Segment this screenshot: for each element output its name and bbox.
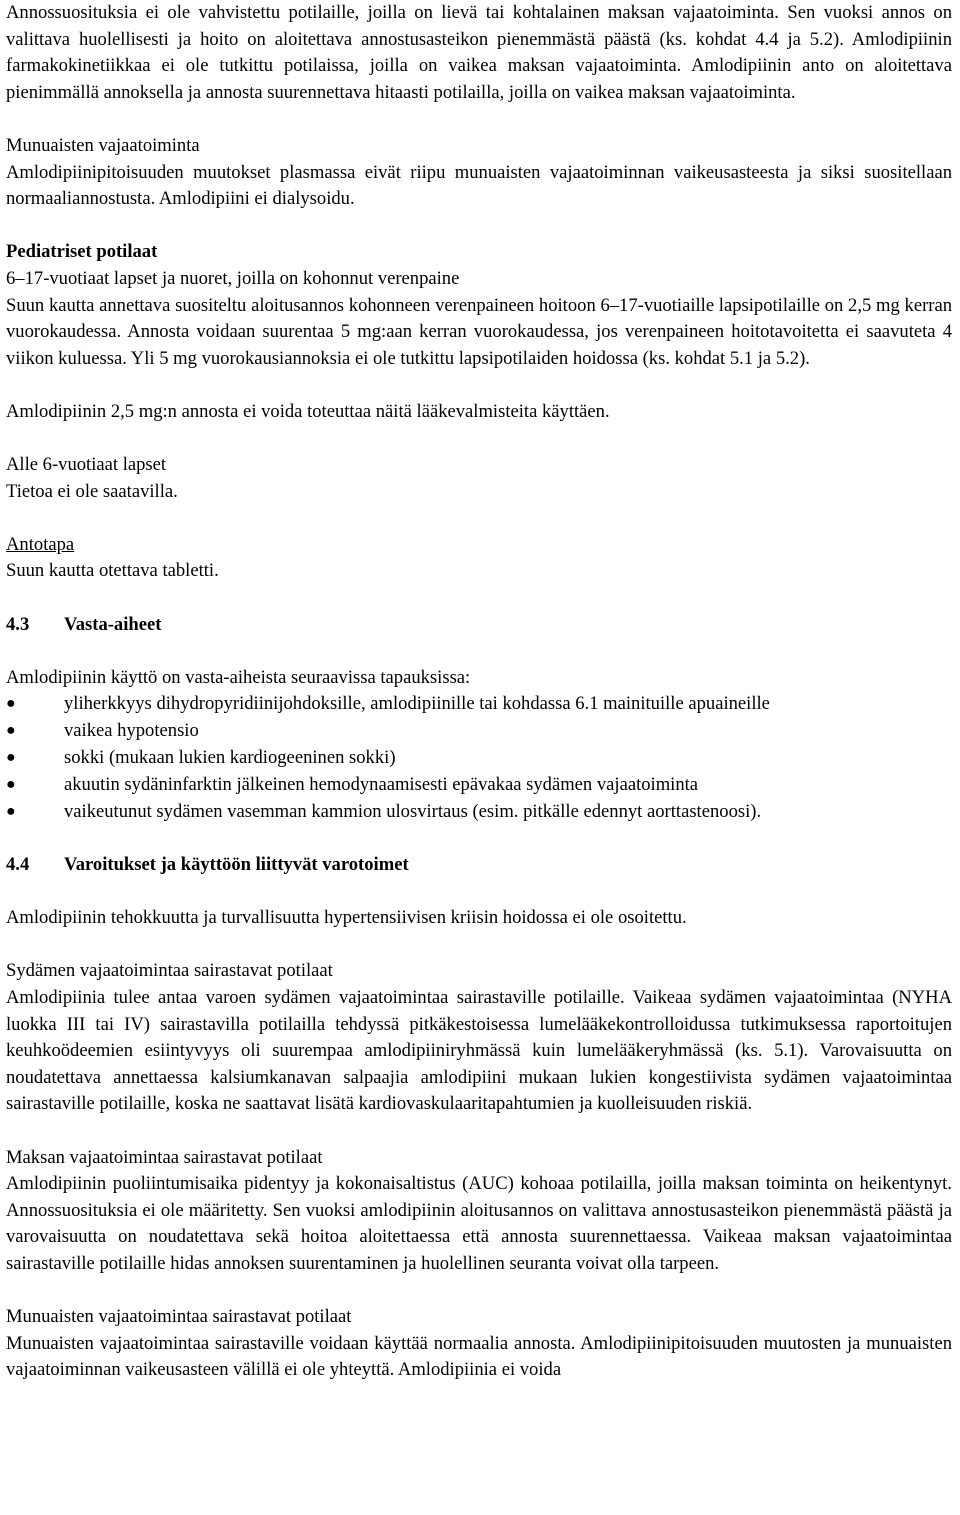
contraindications-intro: Amlodipiinin käyttö on vasta-aiheista seuraavissa tapauksissa:: [6, 666, 471, 688]
pediatric-dosing-text: Suun kautta annettava suositeltu aloitusannos kohonneen verenpaineen hoitoon 6–17-vuotiaille lapsipotilaille on 2,5 mg kerran vuorokaudessa. Annosta voidaan suurentaa 5 mg:aan kerran vuorokaudessa, jos verenpaineen hoitotavoitetta ei saavuteta 4 viikon kuluessa. Yli 5 mg vuorokausiannoksia ei ole tutkittu lapsipotilaiden hoidossa (ks. kohdat 5.1 ja 5.2).: [6, 294, 952, 369]
under6-text: Tietoa ei ole saatavilla.: [6, 480, 178, 502]
kidney-impairment-text: Munuaisten vajaatoimintaa sairastaville voidaan käyttää normaalia annosta. Amlodipiinipitoisuuden muutosten ja munuaisten vajaatoiminnan vaikeusasteen välillä ei ole yhteyttä. Amlodipiinia ei voida: [6, 1332, 952, 1381]
list-item: [6, 691, 952, 718]
section-4-4-heading: [6, 852, 952, 879]
list-item: [6, 745, 952, 772]
list-item-text: vaikea hypotensio: [64, 720, 199, 742]
administration-heading: Antotapa: [6, 533, 75, 555]
bullet-icon: ●: [6, 802, 16, 820]
administration-text: Suun kautta otettava tabletti.: [6, 560, 219, 582]
heart-failure-heading: Sydämen vajaatoimintaa sairastavat potilaat: [6, 960, 333, 982]
liver-impairment-text: Amlodipiinin puoliintumisaika pidentyy ja kokonaisaltistus (AUC) kohoaa potilailla, joilla maksan toiminta on heikentynyt. Annossuosituksia ei ole määritetty. Sen vuoksi amlodipiinin aloitusannos on valittava annostusasteikon pienemmästä päästä ja varovaisuutta on noudatettava sekä hoitoa aloitettaessa että annosta suurennettaessa. Vaikeaa maksan vajaatoimintaa sairastaville potilaille hidas annoksen suurentaminen ja huolellinen seuranta voivat olla tarpeen.: [6, 1173, 952, 1274]
bullet-icon: ●: [6, 695, 16, 713]
contraindications-list: [6, 691, 952, 825]
list-item-text: vaikeutunut sydämen vasemman kammion ulosvirtaus (esim. pitkälle edennyt aorttastenoosi).: [64, 800, 762, 822]
intro-paragraph: Annossuosituksia ei ole vahvistettu potilaille, joilla on lievä tai kohtalainen maksan vajaatoiminta. Sen vuoksi annos on valittava huolellisesti ja hoito on aloitettava annostusasteikon pienemmästä päästä (ks. kohdat 4.4 ja 5.2). Amlodipiinin farmakokinetiikkaa ei ole tutkittu potilaissa, joilla on vaikea maksan vajaatoiminta. Amlodipiinin anto on aloitettava pienimmällä annoksella ja annosta suurennettava hitaasti potilailla, joilla on vaikea maksan vajaatoiminta.: [6, 2, 952, 103]
list-item-text: yliherkkyys dihydropyridiinijohdoksille, amlodipiinille tai kohdassa 6.1 mainituille apuaineille: [64, 693, 770, 715]
section-4-3-title: Vasta-aiheet: [64, 613, 162, 635]
list-item: [6, 772, 952, 799]
list-item-text: sokki (mukaan lukien kardiogeeninen sokki): [64, 747, 396, 769]
list-item: [6, 799, 952, 826]
bullet-icon: ●: [6, 749, 16, 767]
bullet-icon: ●: [6, 775, 16, 793]
pediatric-heading: Pediatriset potilaat: [6, 241, 158, 263]
renal-impairment-heading: Munuaisten vajaatoiminta: [6, 134, 200, 156]
bullet-icon: ●: [6, 722, 16, 740]
section-4-3-number: 4.3: [6, 613, 30, 635]
heart-failure-text: Amlodipiinia tulee antaa varoen sydämen vajaatoimintaa sairastaville potilaille. Vaikeaa sydämen vajaatoimintaa (NYHA luokka III tai IV) sairastavilla potilailla tehdyssä pitkäkestoisessa lumelääkekontrolloidussa tutkimuksessa raportoitujen keuhkoödeemien esiintyvyys oli suurempaa amlodipiiniryhmässä kuin lumelääkeryhmässä (ks. 5.1). Varovaisuutta on noudatettava annettaessa kalsiumkanavan salpaajia amlodipiini mukaan lukien kongestiivista sydämen vajaatoimintaa sairastaville potilaille, koska ne saattavat lisätä kardiovaskulaaritapahtumien ja kuolleisuuden riskiä.: [6, 986, 952, 1115]
section-4-3-heading: [6, 612, 952, 639]
warnings-intro: Amlodipiinin tehokkuutta ja turvallisuutta hypertensiivisen kriisin hoidossa ei ole osoitettu.: [6, 907, 687, 929]
section-4-4-number: 4.4: [6, 854, 30, 876]
document-page: [6, 0, 952, 1384]
pediatric-subheading: 6–17-vuotiaat lapset ja nuoret, joilla on kohonnut verenpaine: [6, 267, 460, 289]
liver-impairment-heading: Maksan vajaatoimintaa sairastavat potilaat: [6, 1146, 323, 1168]
pediatric-dose-note: Amlodipiinin 2,5 mg:n annosta ei voida toteuttaa näitä lääkevalmisteita käyttäen.: [6, 400, 610, 422]
section-4-4-title: Varoitukset ja käyttöön liittyvät varotoimet: [64, 854, 409, 876]
kidney-impairment-heading: Munuaisten vajaatoimintaa sairastavat potilaat: [6, 1306, 352, 1328]
renal-impairment-text: Amlodipiinipitoisuuden muutokset plasmassa eivät riipu munuaisten vajaatoiminnan vaikeusasteesta ja siksi suositellaan normaaliannostusta. Amlodipiini ei dialysoidu.: [6, 161, 952, 210]
list-item: [6, 718, 952, 745]
list-item-text: akuutin sydäninfarktin jälkeinen hemodynaamisesti epävakaa sydämen vajaatoiminta: [64, 773, 699, 795]
under6-heading: Alle 6-vuotiaat lapset: [6, 454, 167, 476]
